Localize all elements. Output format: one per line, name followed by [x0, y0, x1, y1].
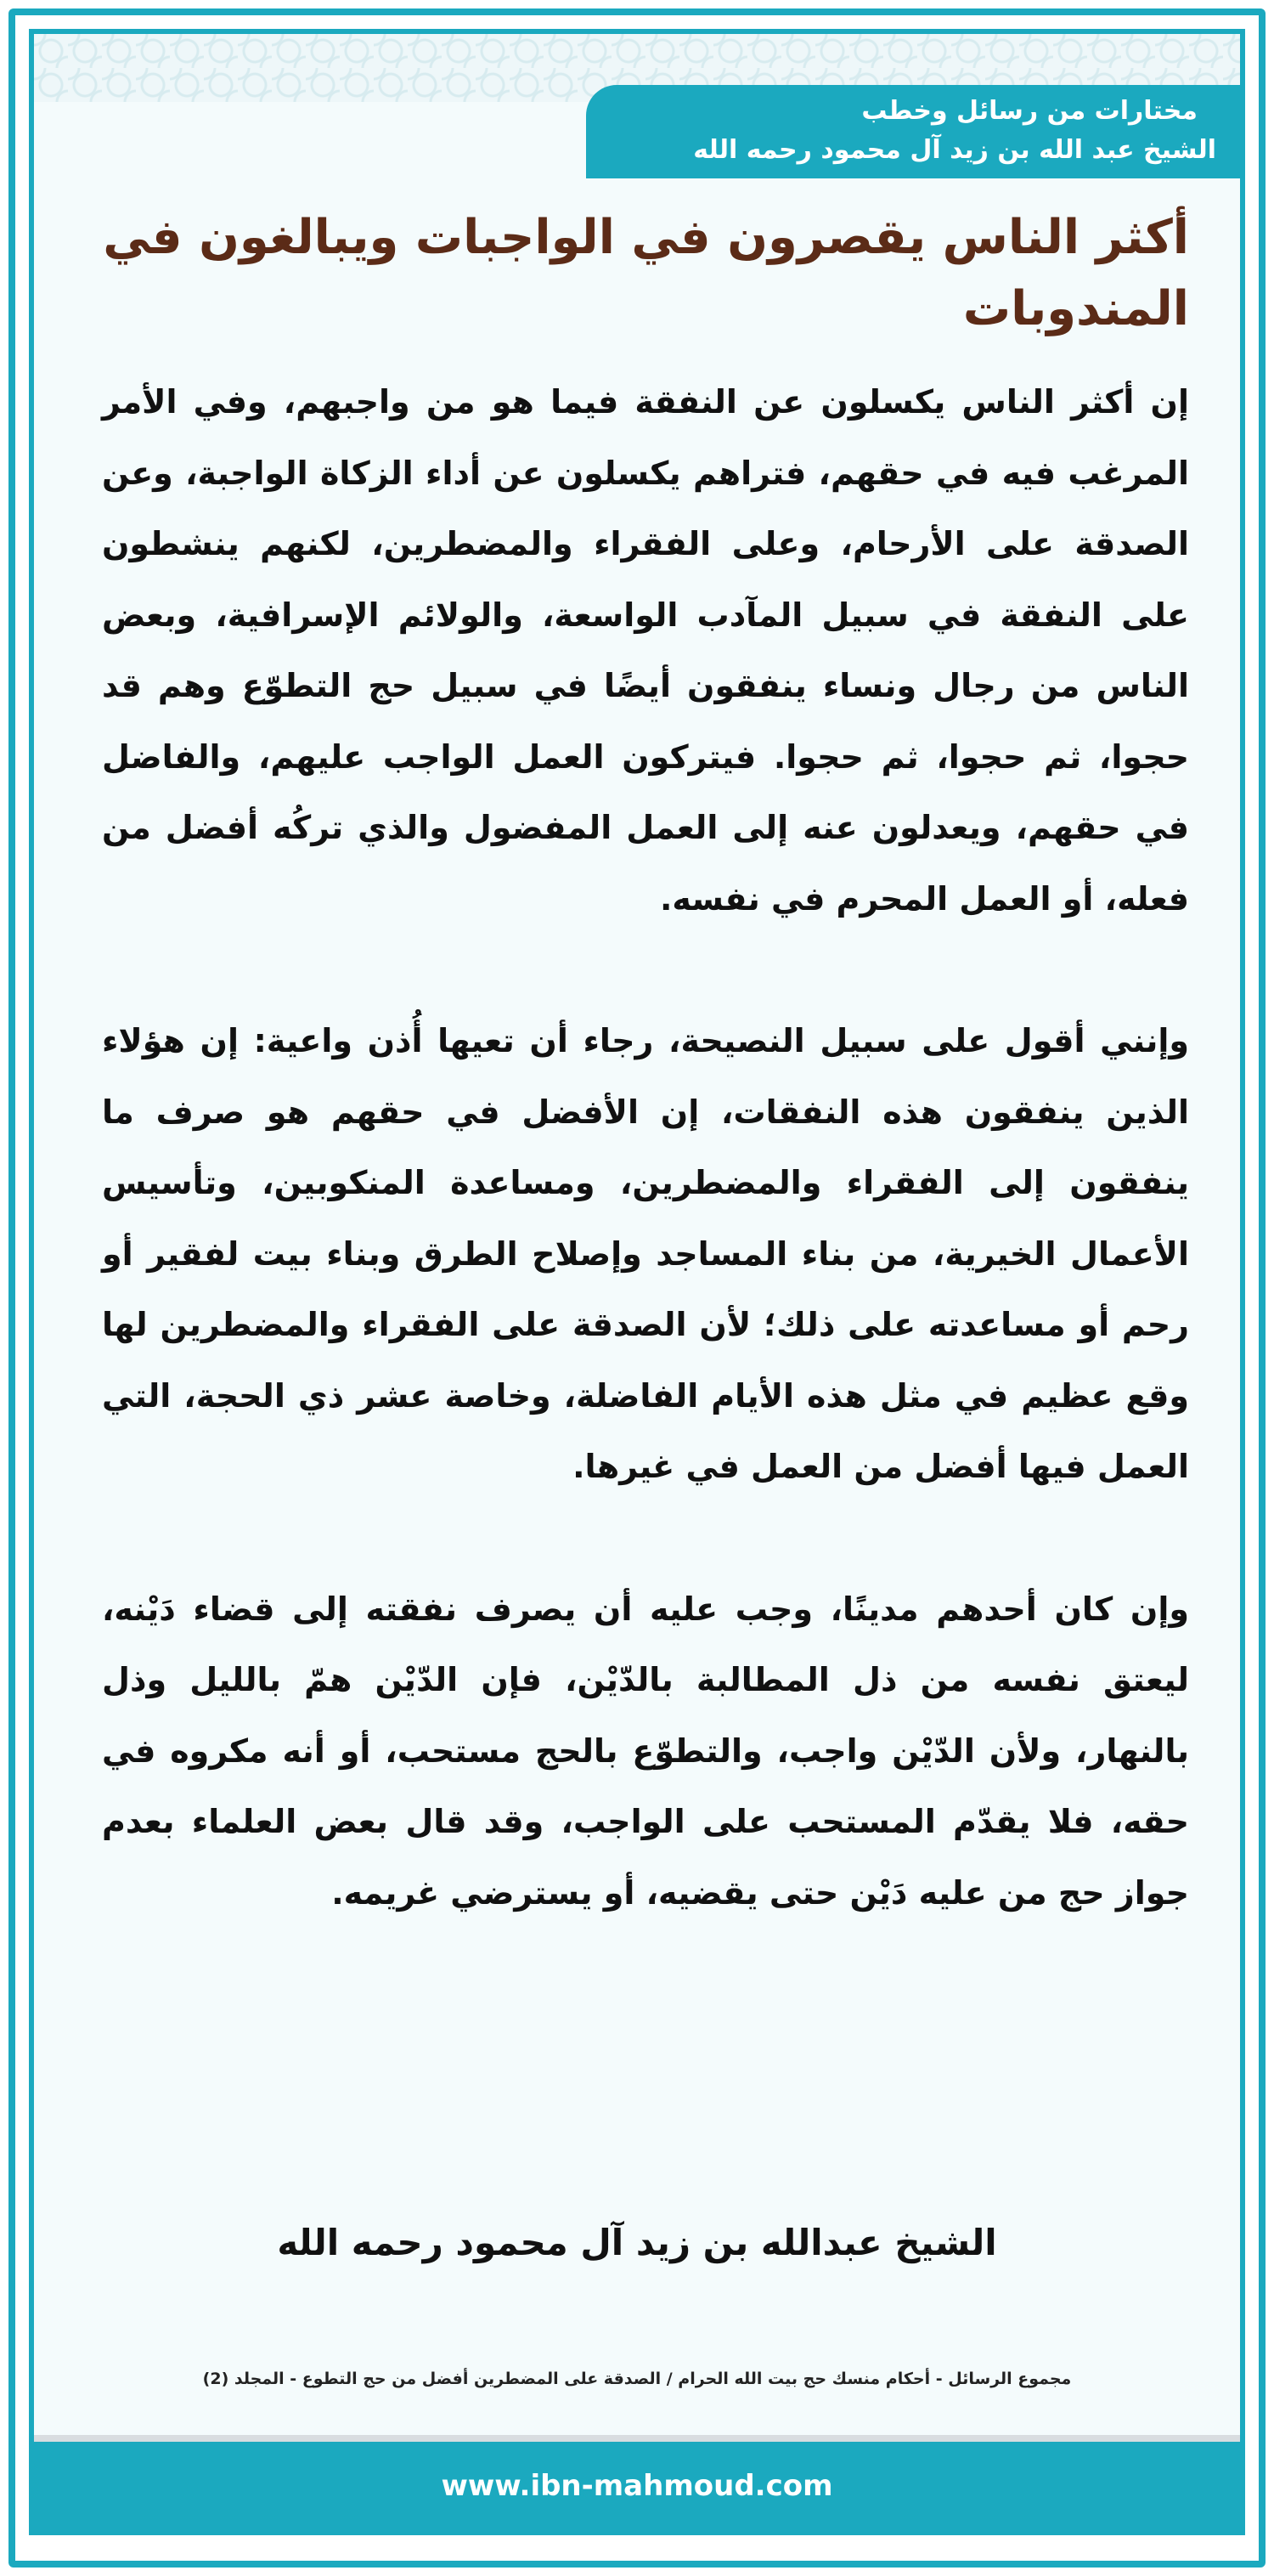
paragraph-1: إن أكثر الناس يكسلون عن النفقة فيما هو من واجبهم، وفي الأمر المرغب فيه في حقهم، فتراهم يكسلون عن أداء الزكاة الواجبة، وعن الصدقة على الأرحام، وعلى الفقراء والمضطرين، لكنهم ينشطون على النفقة في سبيل المآدب الواسعة، والولائم الإسرافية، وبعض الناس من رجال ونساء ينفقون أيضًا في سبيل حج التطوّع وهم قد حجوا، ثم حجوا، ثم حجوا. فيتركون العمل الواجب عليهم، والفاضل في حقهم، ويعدلون عنه إلى العمل المفضول والذي تركُه أفضل من فعله، أو العمل المحرم في نفسه. — [102, 383, 1189, 918]
header-author-name: الشيخ عبد الله بن زيد آل محمود رحمه الله — [693, 135, 1216, 165]
author-signature: الشيخ عبدالله بن زيد آل محمود رحمه الله — [277, 2222, 997, 2263]
footer-bar — [34, 2435, 1240, 2530]
article-title: أكثر الناس يقصرون في الواجبات ويبالغون في المندوبات — [103, 210, 1189, 336]
website-link[interactable]: www.ibn-mahmoud.com — [441, 2469, 833, 2503]
paragraph-3: وإن كان أحدهم مدينًا، وجب عليه أن يصرف نفقته إلى قضاء دَيْنه، ليعتق نفسه من ذل المطالبة بالدّيْن، فإن الدّيْن همّ بالليل وذل بالنهار، ولأن الدّيْن واجب، والتطوّع بالحج مستحب، أو أنه مكروه في حقه، فلا يقدّم المستحب على الواجب، وقد قال بعض العلماء بعدم جواز حج من عليه دَيْن حتى يقضيه، أو يسترضي غريمه. — [102, 1590, 1189, 1912]
article-body — [102, 367, 1189, 1929]
header-tab — [586, 85, 1240, 178]
source-reference: مجموع الرسائل - أحكام منسك حج بيت الله الحرام / الصدقة على المضطرين أفضل من حج التطوع - المجلد (2) — [202, 2370, 1072, 2388]
paragraph-2: وإنني أقول على سبيل النصيحة، رجاء أن تعيها أُذن واعية: إن هؤلاء الذين ينفقون هذه النفقات، إن الأفضل في حقهم هو صرف ما ينفقون إلى الفقراء والمضطرين، ومساعدة المنكوبين، وتأسيس الأعمال الخيرية، من بناء المساجد وإصلاح الطرق وبناء بيت لفقير أو رحم أو مساعدته على ذلك؛ لأن الصدقة على الفقراء والمضطرين لها وقع عظيم في مثل هذه الأيام الفاضلة، وخاصة عشر ذي الحجة، التي العمل فيها أفضل من العمل في غيرها. — [102, 1022, 1189, 1485]
header-collection-title: مختارات من رسائل وخطب — [861, 96, 1198, 126]
